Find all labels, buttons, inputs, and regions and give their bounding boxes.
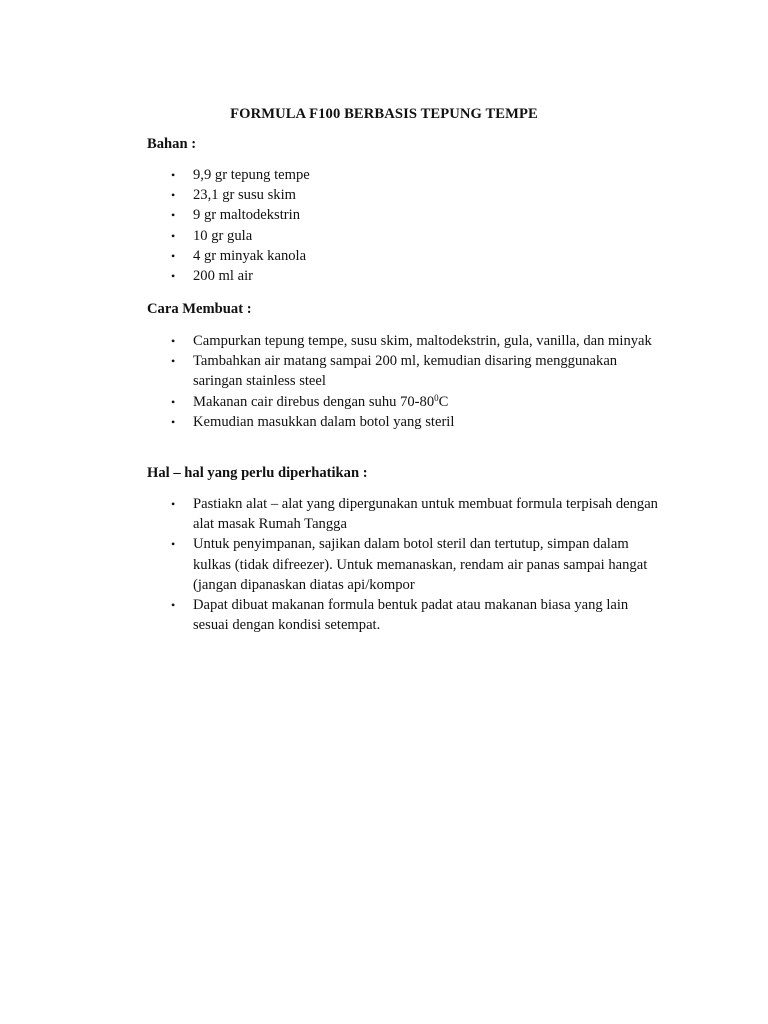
bullet-icon: •	[171, 208, 176, 223]
list-item: • 23,1 gr susu skim	[147, 185, 667, 205]
temperature-text: Makanan cair direbus dengan suhu 70-80	[193, 393, 435, 410]
bullet-icon: •	[171, 269, 176, 284]
bullet-icon: •	[171, 414, 176, 429]
list-item: • 4 gr minyak kanola	[147, 246, 667, 266]
temperature-superscript: 0	[434, 392, 439, 403]
list-item: • 200 ml air	[147, 266, 667, 286]
bullet-icon: •	[171, 354, 176, 369]
list-item	[147, 392, 667, 412]
list-item: • Untuk penyimpanan, sajikan dalam botol steril dan tertutup, simpan dalam kulkas (tidak difreezer). Untuk memanaskan, rendam air panas sampai hangat (jangan dipanaskan diatas api/kompor	[171, 536, 648, 593]
temperature-unit: C	[438, 393, 449, 410]
list-item: • Kemudian masukkan dalam botol yang steril	[147, 412, 667, 432]
bullet-icon: •	[171, 537, 176, 552]
list-item: • 10 gr gula	[147, 226, 667, 246]
bullet-icon: •	[171, 228, 176, 243]
bullet-icon: •	[171, 598, 176, 613]
list-item: • Campurkan tepung tempe, susu skim, maltodekstrin, gula, vanilla, dan minyak	[147, 331, 667, 351]
cara-membuat-list	[147, 331, 667, 432]
bullet-icon: •	[171, 188, 176, 203]
hal-perhatikan-list	[147, 494, 667, 635]
cara-membuat-heading: Cara Membuat :	[147, 301, 252, 317]
list-item: • Pastiakn alat – alat yang dipergunakan untuk membuat formula terpisah dengan alat masak Rumah Tangga	[171, 496, 658, 533]
list-item: • 9,9 gr tepung tempe	[147, 165, 667, 185]
list-item: • Dapat dibuat makanan formula bentuk padat atau makanan biasa yang lain sesuai dengan kondisi setempat.	[171, 597, 629, 634]
bullet-icon: •	[171, 168, 176, 182]
bullet-icon: •	[171, 334, 176, 348]
bahan-heading: Bahan :	[147, 136, 197, 152]
hal-perhatikan-heading: Hal – hal yang perlu diperhatikan :	[147, 465, 368, 481]
bullet-icon: •	[171, 248, 176, 263]
bullet-icon: •	[171, 394, 176, 409]
document-title: FORMULA F100 BERBASIS TEPUNG TEMPE	[230, 106, 538, 122]
list-item: • Tambahkan air matang sampai 200 ml, kemudian disaring menggunakan saringan stainless steel	[171, 353, 618, 390]
bullet-icon: •	[171, 497, 176, 511]
bahan-list	[147, 165, 667, 286]
list-item: • 9 gr maltodekstrin	[147, 205, 667, 225]
